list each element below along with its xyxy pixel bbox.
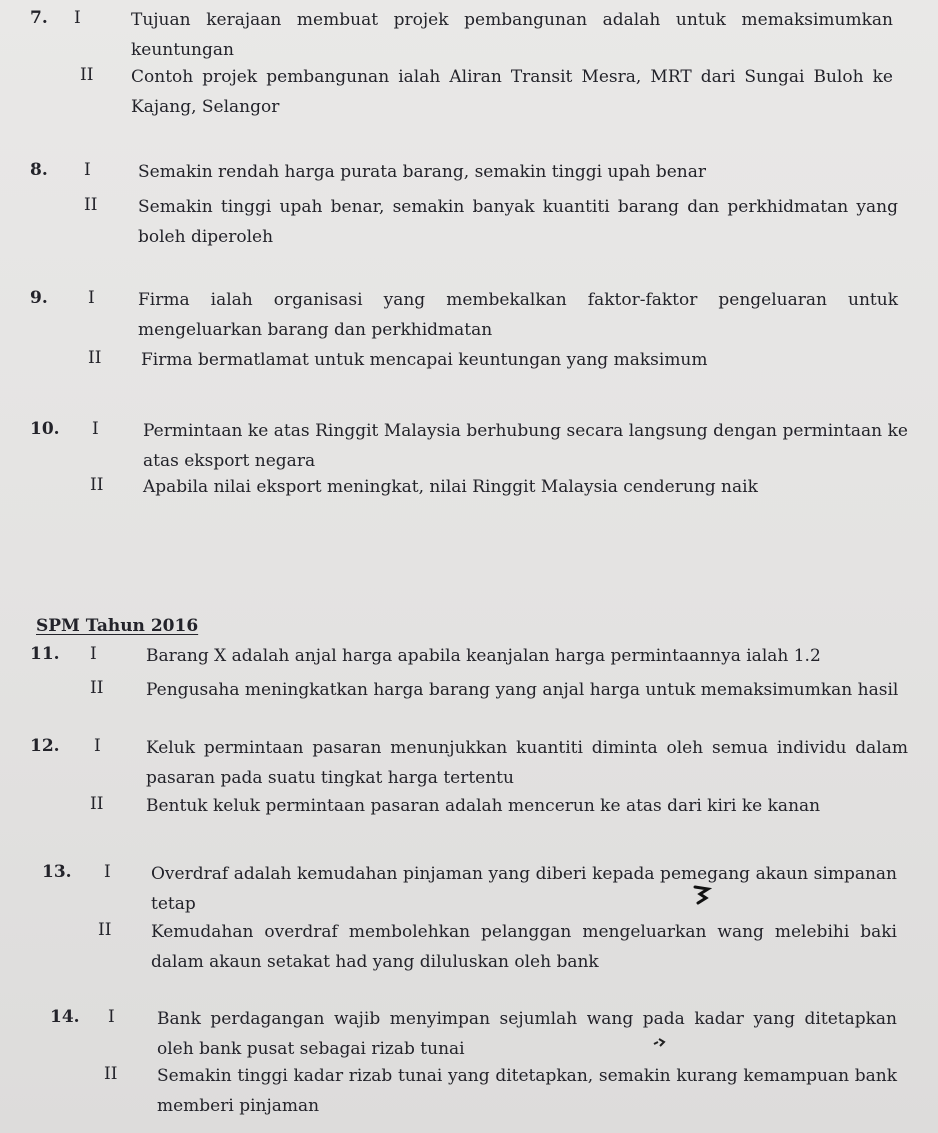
statement-text: Barang X adalah anjal harga apabila keanjalan harga permintaannya ialah 1.2 — [146, 646, 821, 666]
statement-text: Firma ialah organisasi yang membekalkan faktor-faktor pengeluaran untuk mengeluarkan barang dan perkhidmatan — [138, 290, 898, 340]
question-number: 12. — [30, 736, 60, 756]
roman-numeral: II — [104, 1064, 118, 1084]
statement-text: Semakin tinggi upah benar, semakin banyak kuantiti barang dan perkhidmatan yang boleh diperoleh — [138, 197, 898, 247]
roman-numeral: I — [104, 862, 111, 882]
question-number: 14. — [50, 1007, 80, 1027]
statement-text: Pengusaha meningkatkan harga barang yang anjal harga untuk memaksimumkan hasil — [146, 680, 899, 700]
question-number: 11. — [30, 644, 60, 664]
roman-numeral: II — [90, 794, 104, 814]
roman-numeral: I — [92, 419, 99, 439]
statement-text: Semakin rendah harga purata barang, semakin tinggi upah benar — [138, 162, 706, 182]
statement-text: Tujuan kerajaan membuat projek pembangunan adalah untuk memaksimumkan keuntungan — [131, 10, 893, 60]
statement-text: Apabila nilai eksport meningkat, nilai Ringgit Malaysia cenderung naik — [143, 477, 758, 497]
roman-numeral: II — [98, 920, 112, 940]
roman-numeral: II — [90, 678, 104, 698]
roman-numeral: II — [88, 348, 102, 368]
question-number: 8. — [30, 160, 48, 180]
pen-mark-icon — [692, 884, 712, 906]
roman-numeral: II — [90, 475, 104, 495]
roman-numeral: II — [80, 65, 94, 85]
statement-text: Overdraf adalah kemudahan pinjaman yang diberi kepada pemegang akaun simpanan tetap — [151, 864, 897, 914]
statement-text: Permintaan ke atas Ringgit Malaysia berhubung secara langsung dengan permintaan ke atas eksport negara — [143, 421, 908, 471]
statement-text: Keluk permintaan pasaran menunjukkan kuantiti diminta oleh semua individu dalam pasaran pada suatu tingkat harga tertentu — [146, 738, 908, 788]
statement-text: Semakin tinggi kadar rizab tunai yang ditetapkan, semakin kurang kemampuan bank memberi pinjaman — [157, 1066, 897, 1116]
question-number: 13. — [42, 862, 72, 882]
section-title: SPM Tahun 2016 — [36, 616, 199, 636]
statement-text: Contoh projek pembangunan ialah Aliran Transit Mesra, MRT dari Sungai Buloh ke Kajang, Selangor — [131, 67, 893, 117]
roman-numeral: I — [90, 644, 97, 664]
roman-numeral: I — [94, 736, 101, 756]
roman-numeral: II — [84, 195, 98, 215]
pen-mark-icon — [652, 1036, 668, 1050]
statement-text: Firma bermatlamat untuk mencapai keuntungan yang maksimum — [141, 350, 708, 370]
roman-numeral: I — [88, 288, 95, 308]
roman-numeral: I — [74, 8, 81, 28]
roman-numeral: I — [84, 160, 91, 180]
statement-text: Bank perdagangan wajib menyimpan sejumlah wang pada kadar yang ditetapkan oleh bank pusat sebagai rizab tunai — [157, 1009, 897, 1059]
question-number: 10. — [30, 419, 60, 439]
question-number: 7. — [30, 8, 48, 28]
question-number: 9. — [30, 288, 48, 308]
roman-numeral: I — [108, 1007, 115, 1027]
statement-text: Kemudahan overdraf membolehkan pelanggan mengeluarkan wang melebihi baki dalam akaun setakat had yang diluluskan oleh bank — [151, 922, 897, 972]
statement-text: Bentuk keluk permintaan pasaran adalah mencerun ke atas dari kiri ke kanan — [146, 796, 821, 816]
